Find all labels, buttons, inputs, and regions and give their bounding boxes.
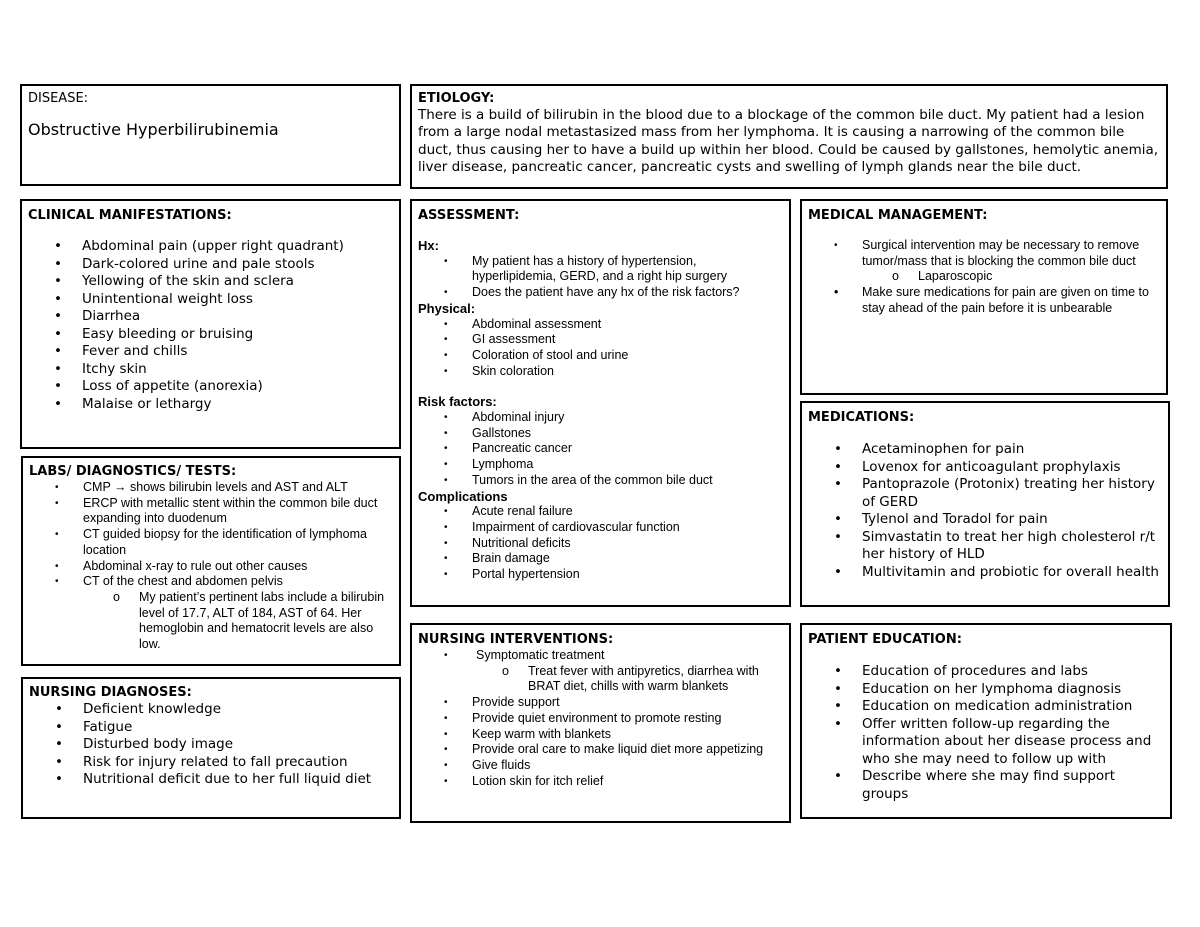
physical-list: [418, 317, 783, 380]
list-item: • ERCP with metallic stent within the common bile duct expanding into duodenum: [29, 496, 393, 527]
list-item: • Risk for injury related to fall precaution: [29, 754, 393, 772]
list-item: • My patient has a history of hypertension, hyperlipidemia, GERD, and a right hip surgery: [418, 254, 783, 285]
list-item: • Lovenox for anticoagulant prophylaxis: [808, 459, 1162, 477]
list-item: • Fever and chills: [28, 343, 393, 361]
list-item: • Fatigue: [29, 719, 393, 737]
risk-label: Risk factors:: [418, 394, 497, 410]
list-item: [418, 648, 783, 664]
medications-heading: MEDICATIONS:: [808, 410, 915, 425]
list-item: • Acute renal failure: [418, 504, 783, 520]
list-item: • Impairment of cardiovascular function: [418, 520, 783, 536]
list-item: • Multivitamin and probiotic for overall health: [808, 564, 1162, 582]
education-heading: PATIENT EDUCATION:: [808, 632, 962, 647]
list-item: • Provide support: [418, 695, 783, 711]
physical-label: Physical:: [418, 300, 476, 316]
complications-label: Complications: [418, 488, 508, 504]
list-item: • Lotion skin for itch relief: [418, 774, 783, 790]
risk-list: [418, 410, 783, 489]
list-item: • Offer written follow-up regarding the information about her disease process and who she may need to follow up with: [808, 716, 1164, 769]
hx-label: Hx:: [418, 238, 439, 253]
list-item: • Make sure medications for pain are given on time to stay ahead of the pain before it is unbearable: [808, 285, 1160, 316]
list-item: • Give fluids: [418, 758, 783, 774]
hx-list: [418, 254, 783, 301]
list-item: • CT guided biopsy for the identification of lymphoma location: [29, 527, 393, 558]
interventions-heading: NURSING INTERVENTIONS:: [418, 632, 614, 647]
clinical-list: [28, 238, 393, 413]
list-item: • Skin coloration: [418, 364, 783, 380]
list-item: • Abdominal pain (upper right quadrant): [28, 238, 393, 256]
list-item: • Tumors in the area of the common bile duct: [418, 473, 783, 489]
complications-list: [418, 504, 783, 583]
list-item: • Abdominal x-ray to rule out other causes: [29, 559, 393, 575]
list-item: • Easy bleeding or bruising: [28, 326, 393, 344]
medications-list: [808, 441, 1162, 581]
list-item: • Brain damage: [418, 551, 783, 567]
list-item: • Dark-colored urine and pale stools: [28, 256, 393, 274]
interventions-box: [410, 623, 791, 823]
labs-heading: LABS/ DIAGNOSTICS/ TESTS:: [29, 464, 237, 479]
assessment-box: [410, 199, 791, 607]
list-item: • Nutritional deficits: [418, 536, 783, 552]
list-item: • Keep warm with blankets: [418, 727, 783, 743]
etiology-box: [410, 84, 1168, 189]
list-item: • CMP → shows bilirubin levels and AST and ALT: [29, 480, 393, 496]
list-item: • Unintentional weight loss: [28, 291, 393, 309]
list-item: • CT of the chest and abdomen pelvis: [29, 574, 393, 590]
list-item: • Loss of appetite (anorexia): [28, 378, 393, 396]
list-item: • Pancreatic cancer: [418, 441, 783, 457]
list-item: • Disturbed body image: [29, 736, 393, 754]
list-item: • Does the patient have any hx of the risk factors?: [418, 285, 783, 301]
nursing-dx-list: [29, 701, 393, 789]
nursing-dx-heading: NURSING DIAGNOSES:: [29, 685, 192, 700]
labs-box: [21, 456, 401, 666]
list-item: • Simvastatin to treat her high cholesterol r/t her history of HLD: [808, 529, 1162, 564]
list-item: • Diarrhea: [28, 308, 393, 326]
education-box: [800, 623, 1172, 819]
list-item: • Gallstones: [418, 426, 783, 442]
assessment-heading: ASSESSMENT:: [418, 208, 520, 223]
nursing-dx-box: [21, 677, 401, 819]
medical-mgmt-box: [800, 199, 1168, 395]
list-item: • Tylenol and Toradol for pain: [808, 511, 1162, 529]
labs-sublist: [29, 590, 393, 653]
medical-mgmt-list: [808, 238, 1160, 269]
medical-mgmt-sublist: [808, 269, 1160, 285]
medical-mgmt-list-2: [808, 285, 1160, 316]
medications-box: [800, 401, 1170, 607]
clinical-box: [20, 199, 401, 449]
list-item: • Acetaminophen for pain: [808, 441, 1162, 459]
list-item: • Yellowing of the skin and sclera: [28, 273, 393, 291]
list-item: • Education of procedures and labs: [808, 663, 1164, 681]
list-item: • Abdominal assessment: [418, 317, 783, 333]
list-item: • Lymphoma: [418, 457, 783, 473]
list-item: o Treat fever with antipyretics, diarrhea with BRAT diet, chills with warm blankets: [418, 664, 783, 695]
disease-name: Obstructive Hyperbilirubinemia: [28, 120, 279, 139]
list-item: • Describe where she may find support groups: [808, 768, 1164, 803]
list-item: • Abdominal injury: [418, 410, 783, 426]
list-item: • Education on medication administration: [808, 698, 1164, 716]
disease-heading: DISEASE:: [28, 91, 89, 106]
etiology-text: There is a build of bilirubin in the blood due to a blockage of the common bile duct. My patient had a lesion from a large nodal metastasized mass from her lymphoma. It is causing a narrowing of the common bile duct, thus causing her to have a build up within her blood. Could be caused by gallstones, hemolytic anemia, liver disease, pancreatic cancer, pancreatic cysts and swelling of lymph glands near the bile duct.: [418, 107, 1159, 175]
list-item: • Malaise or lethargy: [28, 396, 393, 414]
etiology-heading: ETIOLOGY:: [418, 91, 495, 106]
list-item: • Provide oral care to make liquid diet more appetizing: [418, 742, 783, 758]
list-item-text: Symptomatic treatment: [476, 648, 605, 662]
list-item: • Deficient knowledge: [29, 701, 393, 719]
medical-mgmt-heading: MEDICAL MANAGEMENT:: [808, 208, 988, 223]
list-item: • Education on her lymphoma diagnosis: [808, 681, 1164, 699]
disease-box: [20, 84, 401, 186]
list-item: • Provide quiet environment to promote resting: [418, 711, 783, 727]
list-item: • Coloration of stool and urine: [418, 348, 783, 364]
clinical-heading: CLINICAL MANIFESTATIONS:: [28, 208, 232, 223]
list-item: o My patient’s pertinent labs include a bilirubin level of 17.7, ALT of 184, AST of 64. Her hemoglobin and hematocrit levels are also low.: [29, 590, 393, 653]
interventions-list: [418, 648, 783, 664]
list-item: • Nutritional deficit due to her full liquid diet: [29, 771, 393, 789]
list-item: • GI assessment: [418, 332, 783, 348]
list-item: • Portal hypertension: [418, 567, 783, 583]
list-item: • Surgical intervention may be necessary to remove tumor/mass that is blocking the common bile duct: [808, 238, 1160, 269]
interventions-list-2: [418, 695, 783, 789]
list-item: • Itchy skin: [28, 361, 393, 379]
list-item: • Pantoprazole (Protonix) treating her history of GERD: [808, 476, 1162, 511]
interventions-sublist: [418, 664, 783, 695]
education-list: [808, 663, 1164, 803]
labs-list: [29, 480, 393, 590]
list-item: o Laparoscopic: [808, 269, 1160, 285]
